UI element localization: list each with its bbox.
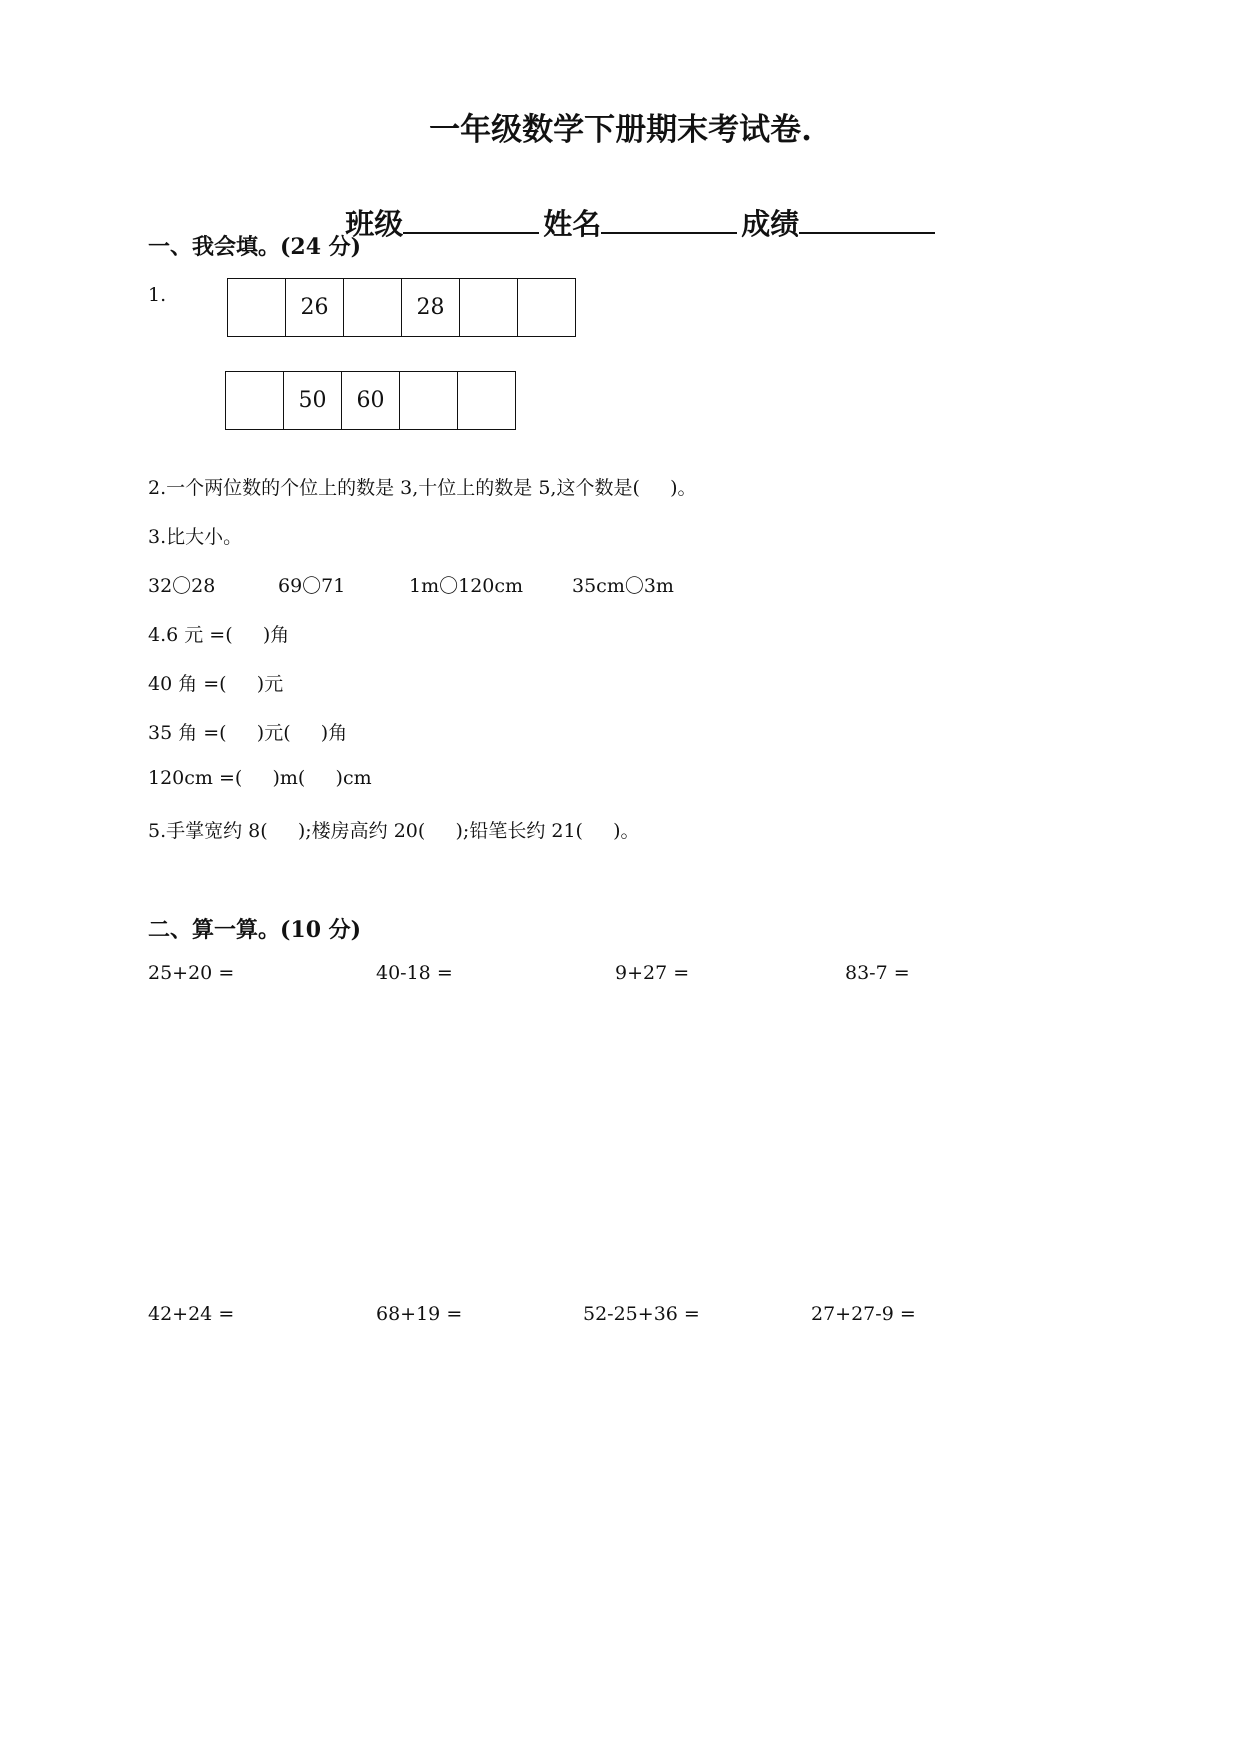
calc-item: 27+27-9 = (811, 1303, 916, 1325)
question2: 2.一个两位数的个位上的数是 3,十位上的数是 5,这个数是( )。 (148, 477, 697, 499)
compare-item: 32〇28 (148, 575, 216, 597)
grid-cell: 50 (283, 371, 342, 430)
calc-item: 52-25+36 = (583, 1303, 700, 1325)
calc-item: 83-7 = (845, 962, 910, 984)
question5: 5.手掌宽约 8( );楼房高约 20( );铅笔长约 21( )。 (148, 820, 640, 842)
number-grid-row2 (225, 371, 516, 430)
score-blank[interactable] (799, 204, 935, 234)
grid-cell[interactable] (343, 278, 402, 337)
compare-item: 35cm〇3m (572, 575, 674, 597)
question4-line: 120cm =( )m( )cm (148, 767, 372, 789)
class-label: 班级 (345, 207, 404, 241)
section1-heading: 一、我会填。(24 分) (148, 234, 362, 260)
question4-line: 4.6 元 =( )角 (148, 624, 290, 646)
calc-item: 40-18 = (376, 962, 453, 984)
compare-item: 69〇71 (278, 575, 346, 597)
question3: 3.比大小。 (148, 526, 243, 548)
calc-item: 25+20 = (148, 962, 235, 984)
section2-heading: 二、算一算。(10 分) (148, 917, 362, 943)
grid-cell[interactable] (225, 371, 284, 430)
grid-cell: 26 (285, 278, 344, 337)
calc-item: 68+19 = (376, 1303, 463, 1325)
question1-label: 1. (148, 284, 167, 306)
grid-cell[interactable] (457, 371, 516, 430)
grid-cell[interactable] (459, 278, 518, 337)
number-grid-row1 (227, 278, 576, 337)
page-title: 一年级数学下册期末考试卷. (429, 112, 812, 148)
class-blank[interactable] (403, 204, 539, 234)
question4-line: 35 角 =( )元( )角 (148, 722, 348, 744)
name-label: 姓名 (543, 207, 602, 241)
student-info-row (325, 168, 939, 243)
grid-cell: 60 (341, 371, 400, 430)
grid-cell[interactable] (227, 278, 286, 337)
grid-cell: 28 (401, 278, 460, 337)
question4-line: 40 角 =( )元 (148, 673, 284, 695)
compare-item: 1m〇120cm (409, 575, 524, 597)
grid-cell[interactable] (399, 371, 458, 430)
calc-item: 42+24 = (148, 1303, 235, 1325)
score-label: 成绩 (741, 207, 800, 241)
grid-cell[interactable] (517, 278, 576, 337)
calc-item: 9+27 = (615, 962, 690, 984)
name-blank[interactable] (601, 204, 737, 234)
